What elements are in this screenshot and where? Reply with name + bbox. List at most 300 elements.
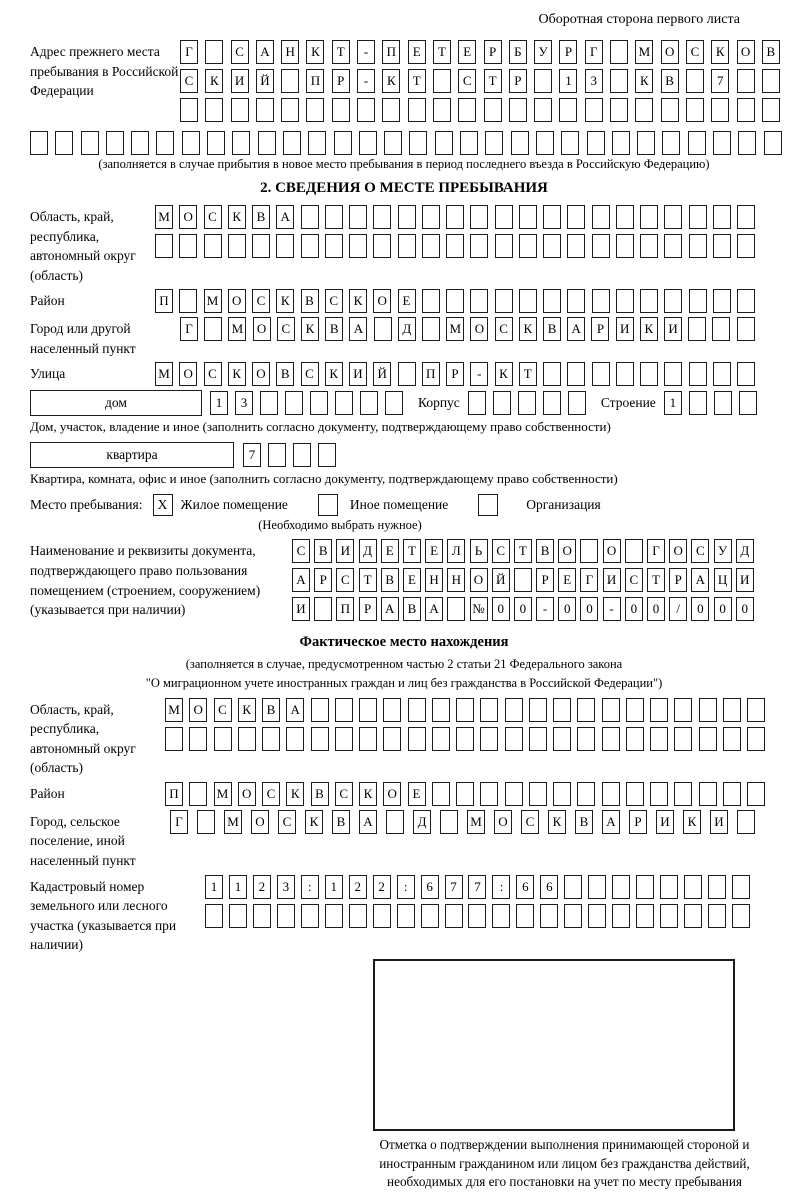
- char-cell[interactable]: [699, 782, 717, 806]
- char-cell[interactable]: [650, 782, 668, 806]
- char-cell[interactable]: Н: [425, 568, 443, 592]
- char-cell[interactable]: [518, 391, 536, 415]
- char-cell[interactable]: [737, 289, 755, 313]
- char-cell[interactable]: [616, 289, 634, 313]
- char-cell[interactable]: [268, 443, 286, 467]
- char-cell[interactable]: [432, 698, 450, 722]
- char-cell[interactable]: [214, 727, 232, 751]
- char-cell[interactable]: [335, 391, 353, 415]
- char-cell[interactable]: [383, 698, 401, 722]
- char-cell[interactable]: [470, 205, 488, 229]
- char-cell[interactable]: М: [155, 205, 173, 229]
- char-cell[interactable]: В: [301, 289, 319, 313]
- char-cell[interactable]: [626, 698, 644, 722]
- char-cell[interactable]: Й: [492, 568, 510, 592]
- char-cell[interactable]: [445, 904, 463, 928]
- char-cell[interactable]: [398, 234, 416, 258]
- char-cell[interactable]: [723, 727, 741, 751]
- char-cell[interactable]: О: [373, 289, 391, 313]
- char-cell[interactable]: [514, 568, 532, 592]
- char-cell[interactable]: [737, 205, 755, 229]
- char-cell[interactable]: В: [661, 69, 679, 93]
- char-cell[interactable]: М: [635, 40, 653, 64]
- char-cell[interactable]: [492, 904, 510, 928]
- char-cell[interactable]: 6: [421, 875, 439, 899]
- char-cell[interactable]: [205, 904, 223, 928]
- char-cell[interactable]: С: [277, 317, 295, 341]
- char-cell[interactable]: Ь: [470, 539, 488, 563]
- char-cell[interactable]: [689, 289, 707, 313]
- char-cell[interactable]: С: [214, 698, 232, 722]
- char-cell[interactable]: [737, 317, 755, 341]
- char-cell[interactable]: [285, 391, 303, 415]
- char-cell[interactable]: В: [325, 317, 343, 341]
- char-cell[interactable]: [398, 362, 416, 386]
- char-cell[interactable]: К: [548, 810, 566, 834]
- char-cell[interactable]: [684, 875, 702, 899]
- char-cell[interactable]: [106, 131, 124, 155]
- char-cell[interactable]: О: [661, 40, 679, 64]
- char-cell[interactable]: [737, 810, 755, 834]
- char-cell[interactable]: [435, 131, 453, 155]
- char-cell[interactable]: [564, 904, 582, 928]
- char-cell[interactable]: [432, 782, 450, 806]
- char-cell[interactable]: [447, 597, 465, 621]
- char-cell[interactable]: [543, 205, 561, 229]
- char-cell[interactable]: О: [603, 539, 621, 563]
- char-cell[interactable]: А: [425, 597, 443, 621]
- char-cell[interactable]: [664, 362, 682, 386]
- char-cell[interactable]: [567, 205, 585, 229]
- char-cell[interactable]: И: [349, 362, 367, 386]
- char-cell[interactable]: [762, 69, 780, 93]
- checkbox-other-premises[interactable]: [318, 494, 338, 516]
- char-cell[interactable]: Т: [647, 568, 665, 592]
- char-cell[interactable]: [374, 317, 392, 341]
- char-cell[interactable]: [505, 782, 523, 806]
- char-cell[interactable]: С: [180, 69, 198, 93]
- char-cell[interactable]: О: [383, 782, 401, 806]
- char-cell[interactable]: Е: [381, 539, 399, 563]
- char-cell[interactable]: [536, 131, 554, 155]
- char-cell[interactable]: [325, 205, 343, 229]
- char-cell[interactable]: П: [422, 362, 440, 386]
- char-cell[interactable]: М: [214, 782, 232, 806]
- char-cell[interactable]: 0: [736, 597, 754, 621]
- char-cell[interactable]: С: [278, 810, 296, 834]
- char-cell[interactable]: [732, 904, 750, 928]
- char-cell[interactable]: [712, 317, 730, 341]
- char-cell[interactable]: [713, 289, 731, 313]
- char-cell[interactable]: [349, 904, 367, 928]
- char-cell[interactable]: [458, 98, 476, 122]
- char-cell[interactable]: [689, 234, 707, 258]
- char-cell[interactable]: О: [238, 782, 256, 806]
- char-cell[interactable]: [262, 727, 280, 751]
- char-cell[interactable]: [640, 234, 658, 258]
- char-cell[interactable]: М: [155, 362, 173, 386]
- char-cell[interactable]: В: [762, 40, 780, 64]
- char-cell[interactable]: [495, 234, 513, 258]
- char-cell[interactable]: Г: [647, 539, 665, 563]
- char-cell[interactable]: Р: [332, 69, 350, 93]
- char-cell[interactable]: [534, 69, 552, 93]
- char-cell[interactable]: [456, 727, 474, 751]
- char-cell[interactable]: В: [332, 810, 350, 834]
- char-cell[interactable]: О: [189, 698, 207, 722]
- char-cell[interactable]: К: [382, 69, 400, 93]
- char-cell[interactable]: [308, 131, 326, 155]
- checkbox-residential[interactable]: X: [153, 494, 173, 516]
- char-cell[interactable]: [519, 205, 537, 229]
- char-cell[interactable]: [689, 205, 707, 229]
- char-cell[interactable]: [373, 205, 391, 229]
- char-cell[interactable]: [610, 40, 628, 64]
- char-cell[interactable]: -: [470, 362, 488, 386]
- char-cell[interactable]: Р: [591, 317, 609, 341]
- char-cell[interactable]: [286, 727, 304, 751]
- char-cell[interactable]: [421, 904, 439, 928]
- char-cell[interactable]: [397, 904, 415, 928]
- char-cell[interactable]: -: [357, 69, 375, 93]
- char-cell[interactable]: Г: [180, 317, 198, 341]
- char-cell[interactable]: Г: [580, 568, 598, 592]
- char-cell[interactable]: К: [349, 289, 367, 313]
- char-cell[interactable]: [588, 904, 606, 928]
- char-cell[interactable]: [580, 539, 598, 563]
- char-cell[interactable]: [422, 234, 440, 258]
- char-cell[interactable]: П: [382, 40, 400, 64]
- char-cell[interactable]: [359, 698, 377, 722]
- char-cell[interactable]: [505, 698, 523, 722]
- char-cell[interactable]: [739, 391, 757, 415]
- char-cell[interactable]: [534, 98, 552, 122]
- char-cell[interactable]: [636, 904, 654, 928]
- char-cell[interactable]: В: [311, 782, 329, 806]
- char-cell[interactable]: [207, 131, 225, 155]
- char-cell[interactable]: В: [381, 568, 399, 592]
- char-cell[interactable]: [456, 698, 474, 722]
- char-cell[interactable]: [626, 782, 644, 806]
- char-cell[interactable]: 7: [468, 875, 486, 899]
- char-cell[interactable]: [738, 131, 756, 155]
- char-cell[interactable]: [737, 362, 755, 386]
- char-cell[interactable]: [737, 98, 755, 122]
- char-cell[interactable]: [553, 698, 571, 722]
- char-cell[interactable]: [519, 234, 537, 258]
- char-cell[interactable]: В: [536, 539, 554, 563]
- char-cell[interactable]: [602, 727, 620, 751]
- char-cell[interactable]: [179, 289, 197, 313]
- char-cell[interactable]: Й: [256, 69, 274, 93]
- char-cell[interactable]: М: [467, 810, 485, 834]
- char-cell[interactable]: [325, 234, 343, 258]
- char-cell[interactable]: О: [179, 362, 197, 386]
- char-cell[interactable]: Е: [398, 289, 416, 313]
- char-cell[interactable]: [737, 69, 755, 93]
- char-cell[interactable]: [636, 875, 654, 899]
- char-cell[interactable]: №: [470, 597, 488, 621]
- char-cell[interactable]: [81, 131, 99, 155]
- char-cell[interactable]: [468, 391, 486, 415]
- char-cell[interactable]: [408, 727, 426, 751]
- char-cell[interactable]: Е: [425, 539, 443, 563]
- char-cell[interactable]: [674, 727, 692, 751]
- char-cell[interactable]: [360, 391, 378, 415]
- char-cell[interactable]: [509, 98, 527, 122]
- char-cell[interactable]: В: [252, 205, 270, 229]
- char-cell[interactable]: [592, 234, 610, 258]
- char-cell[interactable]: С: [492, 539, 510, 563]
- char-cell[interactable]: [283, 131, 301, 155]
- char-cell[interactable]: К: [640, 317, 658, 341]
- char-cell[interactable]: [493, 391, 511, 415]
- char-cell[interactable]: [661, 98, 679, 122]
- char-cell[interactable]: А: [381, 597, 399, 621]
- char-cell[interactable]: С: [458, 69, 476, 93]
- char-cell[interactable]: [567, 234, 585, 258]
- char-cell[interactable]: [231, 98, 249, 122]
- char-cell[interactable]: К: [495, 362, 513, 386]
- char-cell[interactable]: [260, 391, 278, 415]
- char-cell[interactable]: [699, 698, 717, 722]
- char-cell[interactable]: 1: [210, 391, 228, 415]
- char-cell[interactable]: [204, 317, 222, 341]
- char-cell[interactable]: Д: [736, 539, 754, 563]
- char-cell[interactable]: [432, 727, 450, 751]
- char-cell[interactable]: [277, 904, 295, 928]
- char-cell[interactable]: А: [349, 317, 367, 341]
- char-cell[interactable]: [553, 782, 571, 806]
- char-cell[interactable]: [511, 131, 529, 155]
- char-cell[interactable]: П: [155, 289, 173, 313]
- char-cell[interactable]: И: [336, 539, 354, 563]
- char-cell[interactable]: :: [397, 875, 415, 899]
- char-cell[interactable]: Р: [536, 568, 554, 592]
- char-cell[interactable]: [577, 727, 595, 751]
- char-cell[interactable]: К: [519, 317, 537, 341]
- char-cell[interactable]: А: [359, 810, 377, 834]
- char-cell[interactable]: [229, 904, 247, 928]
- char-cell[interactable]: [335, 698, 353, 722]
- char-cell[interactable]: [156, 131, 174, 155]
- char-cell[interactable]: [310, 391, 328, 415]
- char-cell[interactable]: [306, 98, 324, 122]
- char-cell[interactable]: [480, 782, 498, 806]
- char-cell[interactable]: [612, 904, 630, 928]
- char-cell[interactable]: 2: [373, 875, 391, 899]
- char-cell[interactable]: К: [711, 40, 729, 64]
- char-cell[interactable]: [553, 727, 571, 751]
- char-cell[interactable]: К: [306, 40, 324, 64]
- char-cell[interactable]: [408, 698, 426, 722]
- char-cell[interactable]: [612, 875, 630, 899]
- char-cell[interactable]: [480, 727, 498, 751]
- char-cell[interactable]: [55, 131, 73, 155]
- char-cell[interactable]: 0: [514, 597, 532, 621]
- char-cell[interactable]: К: [325, 362, 343, 386]
- char-cell[interactable]: [635, 98, 653, 122]
- char-cell[interactable]: [180, 98, 198, 122]
- char-cell[interactable]: [664, 289, 682, 313]
- char-cell[interactable]: И: [736, 568, 754, 592]
- checkbox-organization[interactable]: [478, 494, 498, 516]
- char-cell[interactable]: Е: [408, 40, 426, 64]
- char-cell[interactable]: К: [286, 782, 304, 806]
- char-cell[interactable]: 1: [559, 69, 577, 93]
- char-cell[interactable]: С: [521, 810, 539, 834]
- char-cell[interactable]: 2: [349, 875, 367, 899]
- char-cell[interactable]: [543, 391, 561, 415]
- char-cell[interactable]: [334, 131, 352, 155]
- char-cell[interactable]: [640, 289, 658, 313]
- char-cell[interactable]: С: [292, 539, 310, 563]
- char-cell[interactable]: П: [165, 782, 183, 806]
- char-cell[interactable]: [179, 234, 197, 258]
- char-cell[interactable]: [674, 698, 692, 722]
- char-cell[interactable]: А: [602, 810, 620, 834]
- char-cell[interactable]: К: [228, 205, 246, 229]
- char-cell[interactable]: К: [683, 810, 701, 834]
- char-cell[interactable]: [688, 317, 706, 341]
- char-cell[interactable]: [662, 131, 680, 155]
- char-cell[interactable]: Р: [484, 40, 502, 64]
- char-cell[interactable]: О: [494, 810, 512, 834]
- char-cell[interactable]: [699, 727, 717, 751]
- char-cell[interactable]: А: [276, 205, 294, 229]
- char-cell[interactable]: Д: [359, 539, 377, 563]
- char-cell[interactable]: [564, 875, 582, 899]
- char-cell[interactable]: Т: [408, 69, 426, 93]
- char-cell[interactable]: М: [446, 317, 464, 341]
- char-cell[interactable]: [747, 782, 765, 806]
- char-cell[interactable]: [713, 234, 731, 258]
- char-cell[interactable]: С: [625, 568, 643, 592]
- char-cell[interactable]: [610, 98, 628, 122]
- char-cell[interactable]: С: [252, 289, 270, 313]
- char-cell[interactable]: /: [669, 597, 687, 621]
- char-cell[interactable]: О: [179, 205, 197, 229]
- char-cell[interactable]: Е: [558, 568, 576, 592]
- char-cell[interactable]: [664, 205, 682, 229]
- char-cell[interactable]: И: [231, 69, 249, 93]
- char-cell[interactable]: О: [669, 539, 687, 563]
- char-cell[interactable]: [189, 782, 207, 806]
- char-cell[interactable]: К: [205, 69, 223, 93]
- char-cell[interactable]: [204, 234, 222, 258]
- char-cell[interactable]: [684, 904, 702, 928]
- char-cell[interactable]: О: [251, 810, 269, 834]
- char-cell[interactable]: С: [325, 289, 343, 313]
- char-cell[interactable]: [737, 234, 755, 258]
- char-cell[interactable]: [311, 698, 329, 722]
- char-cell[interactable]: А: [691, 568, 709, 592]
- char-cell[interactable]: К: [238, 698, 256, 722]
- char-cell[interactable]: [131, 131, 149, 155]
- char-cell[interactable]: [592, 362, 610, 386]
- char-cell[interactable]: [764, 131, 782, 155]
- char-cell[interactable]: Л: [447, 539, 465, 563]
- char-cell[interactable]: [446, 234, 464, 258]
- char-cell[interactable]: П: [336, 597, 354, 621]
- char-cell[interactable]: Д: [413, 810, 431, 834]
- char-cell[interactable]: [640, 205, 658, 229]
- char-cell[interactable]: :: [301, 875, 319, 899]
- char-cell[interactable]: Р: [359, 597, 377, 621]
- char-cell[interactable]: -: [536, 597, 554, 621]
- char-cell[interactable]: [440, 810, 458, 834]
- char-cell[interactable]: С: [336, 568, 354, 592]
- char-cell[interactable]: [543, 362, 561, 386]
- char-cell[interactable]: Р: [559, 40, 577, 64]
- char-cell[interactable]: [446, 205, 464, 229]
- char-cell[interactable]: 2: [253, 875, 271, 899]
- char-cell[interactable]: С: [686, 40, 704, 64]
- char-cell[interactable]: [484, 98, 502, 122]
- char-cell[interactable]: В: [314, 539, 332, 563]
- char-cell[interactable]: К: [305, 810, 323, 834]
- char-cell[interactable]: Й: [373, 362, 391, 386]
- char-cell[interactable]: [567, 362, 585, 386]
- char-cell[interactable]: [529, 698, 547, 722]
- char-cell[interactable]: [258, 131, 276, 155]
- char-cell[interactable]: [470, 234, 488, 258]
- char-cell[interactable]: [460, 131, 478, 155]
- char-cell[interactable]: [543, 234, 561, 258]
- char-cell[interactable]: 7: [711, 69, 729, 93]
- char-cell[interactable]: М: [228, 317, 246, 341]
- char-cell[interactable]: [637, 131, 655, 155]
- char-cell[interactable]: [664, 234, 682, 258]
- char-cell[interactable]: Р: [314, 568, 332, 592]
- char-cell[interactable]: О: [252, 362, 270, 386]
- char-cell[interactable]: С: [495, 317, 513, 341]
- char-cell[interactable]: И: [616, 317, 634, 341]
- char-cell[interactable]: [253, 904, 271, 928]
- char-cell[interactable]: [281, 98, 299, 122]
- char-cell[interactable]: [232, 131, 250, 155]
- char-cell[interactable]: [626, 727, 644, 751]
- char-cell[interactable]: [689, 391, 707, 415]
- char-cell[interactable]: [650, 727, 668, 751]
- char-cell[interactable]: М: [224, 810, 242, 834]
- char-cell[interactable]: [610, 69, 628, 93]
- char-cell[interactable]: 0: [714, 597, 732, 621]
- char-cell[interactable]: Т: [433, 40, 451, 64]
- char-cell[interactable]: П: [306, 69, 324, 93]
- char-cell[interactable]: [182, 131, 200, 155]
- char-cell[interactable]: С: [301, 362, 319, 386]
- char-cell[interactable]: [723, 698, 741, 722]
- char-cell[interactable]: [686, 69, 704, 93]
- char-cell[interactable]: И: [603, 568, 621, 592]
- char-cell[interactable]: [293, 443, 311, 467]
- char-cell[interactable]: [433, 98, 451, 122]
- char-cell[interactable]: [616, 205, 634, 229]
- char-cell[interactable]: К: [359, 782, 377, 806]
- char-cell[interactable]: М: [165, 698, 183, 722]
- char-cell[interactable]: [602, 782, 620, 806]
- char-cell[interactable]: [689, 362, 707, 386]
- char-cell[interactable]: О: [470, 317, 488, 341]
- char-cell[interactable]: В: [403, 597, 421, 621]
- char-cell[interactable]: [588, 875, 606, 899]
- char-cell[interactable]: [616, 362, 634, 386]
- char-cell[interactable]: [189, 727, 207, 751]
- char-cell[interactable]: У: [714, 539, 732, 563]
- char-cell[interactable]: [205, 40, 223, 64]
- char-cell[interactable]: А: [567, 317, 585, 341]
